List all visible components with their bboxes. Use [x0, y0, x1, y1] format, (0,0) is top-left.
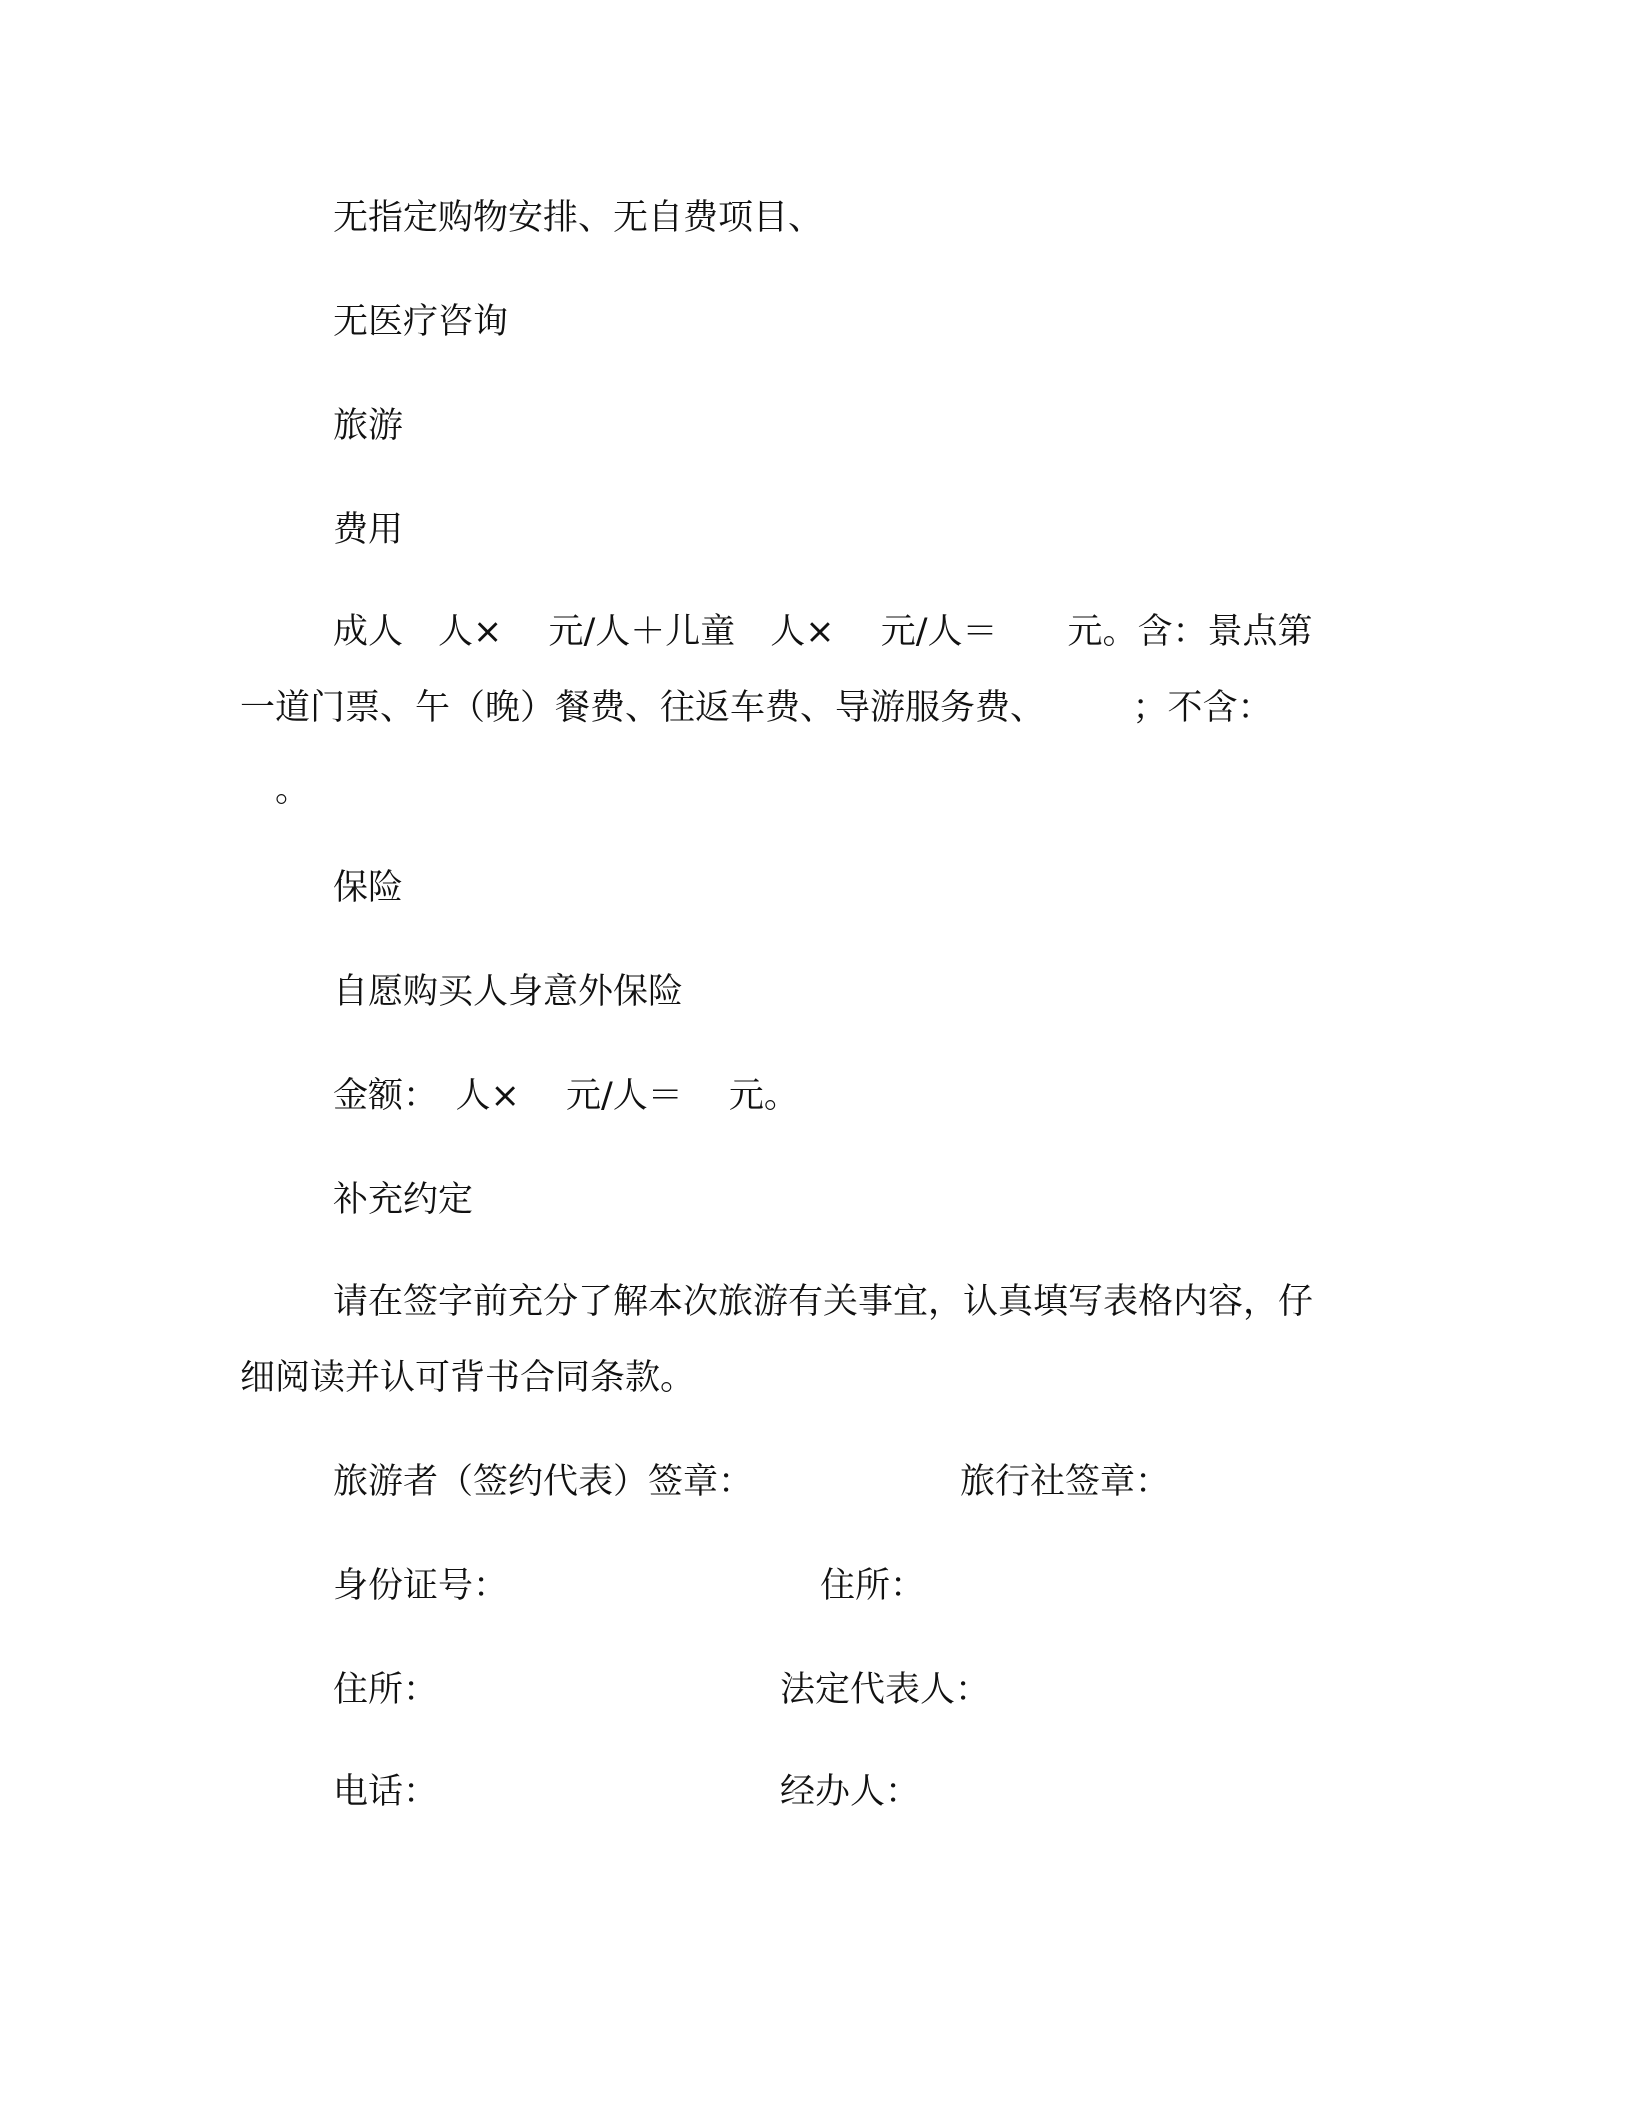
legal-representative-label: 法定代表人： [780, 1670, 991, 1710]
phone-label: 电话： [333, 1772, 439, 1812]
insurance-amount: 金额： 人× 元/人＝ 元。 [333, 1076, 799, 1116]
id-number-label: 身份证号： [333, 1566, 509, 1606]
section-title-fee: 费用 [333, 510, 404, 550]
fee-line-2: 一道门票、午（晚）餐费、往返车费、导游服务费、 ；不含： [240, 688, 1273, 728]
section-title-travel: 旅游 [333, 406, 404, 446]
agency-signature-label: 旅行社签章： [960, 1462, 1171, 1502]
supplement-line-2: 细阅读并认可背书合同条款。 [240, 1358, 696, 1398]
section-title-insurance: 保险 [333, 868, 404, 908]
text-line-no-medical: 无医疗咨询 [333, 302, 509, 342]
fee-line-3: 。 [240, 770, 311, 810]
fee-line-1: 成人 人× 元/人＋儿童 人× 元/人＝ 元。含：景点第 [333, 612, 1313, 652]
section-title-supplement: 补充约定 [333, 1180, 474, 1220]
handler-label: 经办人： [780, 1772, 921, 1812]
supplement-line-1: 请在签字前充分了解本次旅游有关事宜，认真填写表格内容，仔 [333, 1282, 1314, 1322]
insurance-text: 自愿购买人身意外保险 [333, 972, 684, 1012]
traveler-signature-label: 旅游者（签约代表）签章： [333, 1462, 754, 1502]
text-line-no-shopping: 无指定购物安排、无自费项目、 [333, 198, 824, 238]
agency-address-label: 住所： [820, 1566, 926, 1606]
traveler-address-label: 住所： [333, 1670, 439, 1710]
